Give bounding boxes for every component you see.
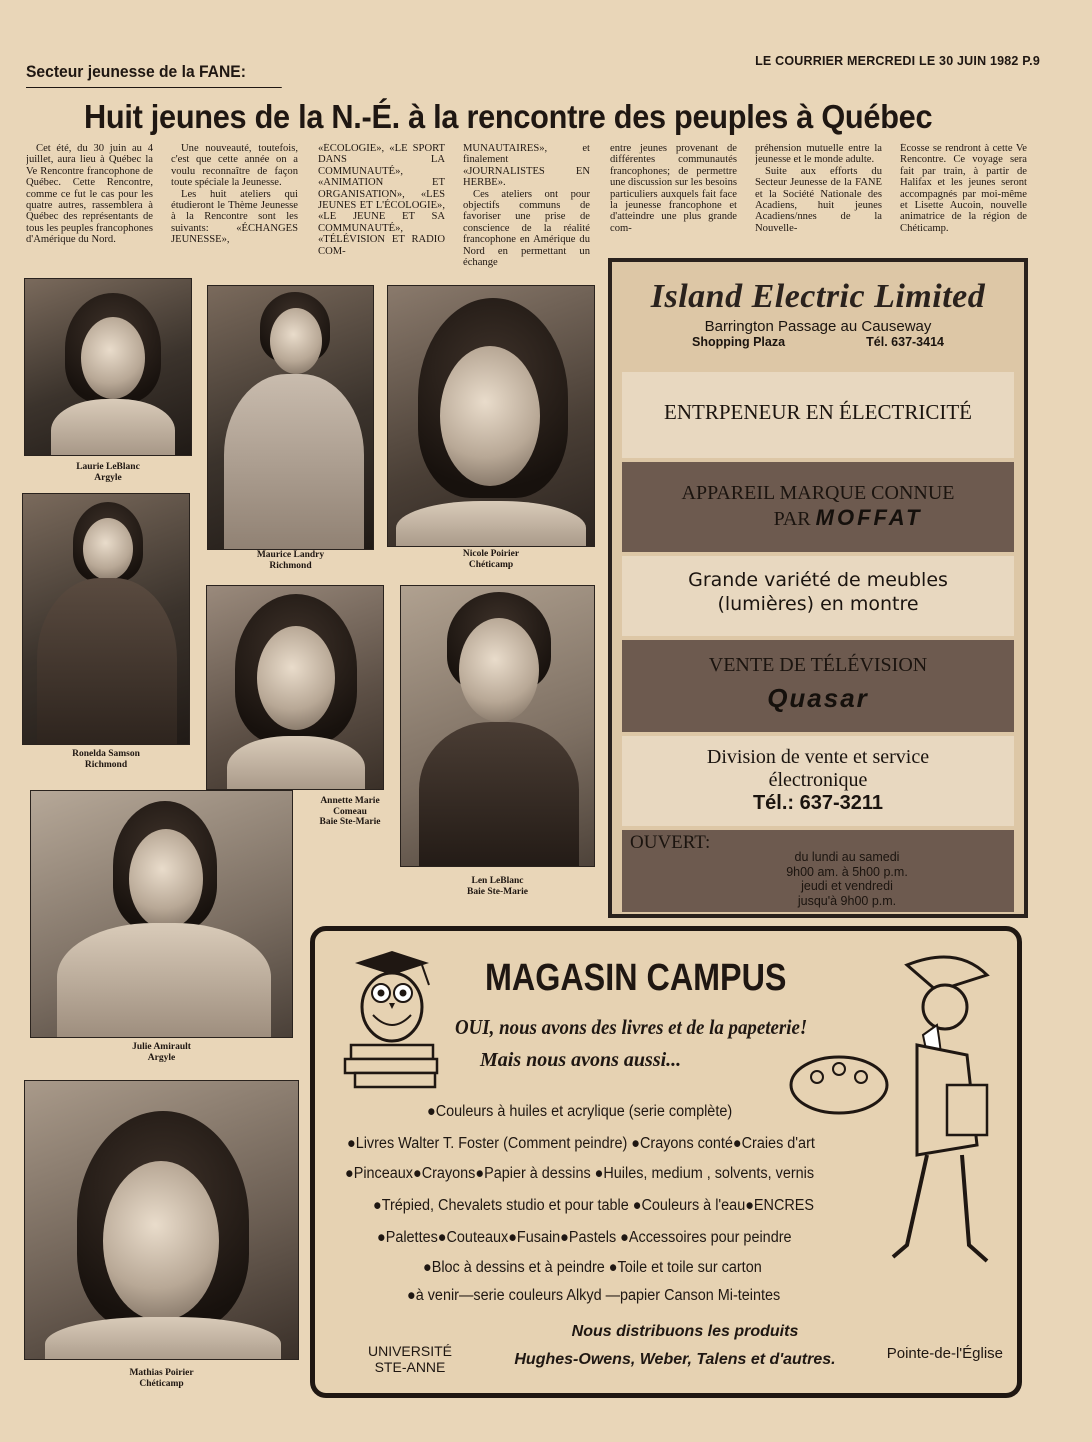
article-paragraph: «ÉCOLOGIE», «LE SPORT DANS LA COMMUNAUTÉ», «ANIMATION ET ORGANISATION», «LES JEUNES ET L'ÉCOLOGIE», «LE JEUNE ET SA COMMUNAUTÉ», «TÉLÉVISION ET RADIO COM- xyxy=(318,143,445,257)
island-electric-ad xyxy=(608,258,1028,918)
portrait-photo xyxy=(206,585,384,790)
article-paragraph: Cet été, du 30 juin au 4 juillet, aura lieu à Québec la Ve Rencontre francophone de Québec. Cette Rencontre, comme ce fut le cas pour les quatre autres, rassemblera à Québec des représentants de tous les peuples francophones d'Amérique du Nord. xyxy=(26,143,153,246)
owl-on-books-icon xyxy=(337,945,447,1095)
article-column-7 xyxy=(900,143,1027,261)
article-paragraph: Les huit ateliers qui étudieront le Thème Jeunesse à la Rencontre sont les suivants: «ÉCHANGES JEUNESSE», xyxy=(171,188,298,246)
portrait-photo xyxy=(24,1080,299,1360)
brand-name: Island Electric Limited xyxy=(650,278,986,315)
article-column-1 xyxy=(26,143,153,273)
band-television: VENTE DE TÉLÉVISION Quasar xyxy=(622,640,1014,732)
portrait-photo xyxy=(22,493,190,745)
painter-illustration-icon xyxy=(787,945,1009,1275)
product-line: ●Bloc à dessins et à peindre ●Toile et toile sur carton xyxy=(423,1259,762,1276)
article-column-3 xyxy=(318,143,445,273)
article-paragraph: Écosse se rendront à cette Ve Rencontre. Ce voyage sera fait par train, à partir de Halifax et les jeunes seront accompagnés par moi-même et Lisette Aucoin, nouvelle animatrice de la région de Chéticamp. xyxy=(900,143,1027,234)
article-paragraph: Suite aux efforts du Secteur Jeunesse de la FANE et la Société Nationale des Acadiens, huit jeunes Acadiens/nnes de la Nouvelle- xyxy=(755,165,882,234)
product-line: ●Livres Walter T. Foster (Comment peindre) ●Crayons conté●Craies d'art xyxy=(347,1135,815,1152)
photo-caption: Julie Amirault Argyle xyxy=(132,1042,191,1063)
section-label: Secteur jeunesse de la FANE: xyxy=(26,62,282,88)
newspaper-date-line: LE COURRIER MERCREDI LE 30 JUIN 1982 P.9 xyxy=(755,54,1040,68)
product-line: ●Couleurs à huiles et acrylique (serie complète) xyxy=(427,1103,733,1120)
photo-caption: Ronelda Samson Richmond xyxy=(72,749,140,770)
product-line: ●Pinceaux●Crayons●Papier à dessins ●Huiles, medium , solvents, vernis xyxy=(345,1165,815,1182)
campus-tagline-2: Mais nous avons aussi... xyxy=(480,1049,682,1071)
university-name: UNIVERSITÉ STE-ANNE xyxy=(367,1343,452,1375)
ad-header xyxy=(622,278,1014,368)
headline: Huit jeunes de la N.-É. à la rencontre des peuples à Québec xyxy=(84,98,933,135)
band-service: Division de vente et service électronique Tél.: 637-3211 xyxy=(622,736,1014,826)
plaza-line: Shopping Plaza Tél. 637-3414 xyxy=(692,335,944,349)
portrait-photo xyxy=(400,585,595,867)
campus-tagline: OUI, nous avons des livres et de la papeterie! xyxy=(455,1015,808,1039)
hours-text: du lundi au samedi 9h00 am. à 5h00 p.m. jeudi et vendredi jusqu'à 9h00 p.m. xyxy=(786,850,908,908)
band-furniture: Grande variété de meubles (lumières) en montre xyxy=(622,556,1014,636)
article-column-4 xyxy=(463,143,590,273)
photo-caption: Mathias Poirier Chéticamp xyxy=(129,1368,194,1389)
article-column-5 xyxy=(610,143,737,261)
band-hours xyxy=(622,830,1014,912)
band-contractor: ENTRPENEUR EN ÉLECTRICITÉ xyxy=(622,372,1014,458)
location-name: Pointe-de-l'Église xyxy=(886,1345,1003,1362)
product-line: ●Palettes●Couteaux●Fusain●Pastels ●Accessoires pour peindre xyxy=(377,1229,792,1246)
article-column-6 xyxy=(755,143,882,261)
photo-caption: Laurie LeBlanc Argyle xyxy=(76,462,140,483)
product-line: ●à venir—serie couleurs Alkyd —papier Canson Mi-teintes xyxy=(407,1287,781,1304)
photo-caption: Len LeBlanc Baie Ste-Marie xyxy=(467,876,528,897)
campus-title: MAGASIN CAMPUS xyxy=(485,957,787,999)
portrait-photo xyxy=(207,285,374,550)
portrait-photo xyxy=(387,285,595,547)
article-paragraph: entre jeunes provenant de différentes communautés francophones; de permettre une discussion sur les besoins particuliers auxquels fait face la jeunesse francophone et d'atteindre une plus grande com- xyxy=(610,143,737,234)
article-paragraph: MUNAUTAIRES», et finalement «JOURNALISTES EN HERBE». xyxy=(463,143,590,189)
photo-caption: Annette Marie Comeau Baie Ste-Marie xyxy=(319,796,381,827)
magasin-campus-ad xyxy=(310,926,1022,1398)
distribution-brands: Hughes-Owens, Weber, Talens et d'autres. xyxy=(514,1351,836,1368)
article-paragraph: préhension mutuelle entre la jeunesse et le monde adulte. xyxy=(755,143,882,166)
article-paragraph: Ces ateliers ont pour objectifs communs de favoriser une prise de conscience de la réalité francophone en Amérique du Nord en permettant un échange xyxy=(463,188,590,269)
band-appliance: APPAREIL MARQUE CONNUE PAR MOFFAT xyxy=(622,462,1014,552)
portrait-photo xyxy=(30,790,293,1038)
article-paragraph: Une nouveauté, toutefois, c'est que cette année on a voulu reconnaître de façon toute spéciale la Jeunesse. xyxy=(171,143,298,189)
portrait-photo xyxy=(24,278,192,456)
photo-caption: Nicole Poirier Chéticamp xyxy=(462,549,520,570)
product-line: ●Trépied, Chevalets studio et pour table ●Couleurs à l'eau●ENCRES xyxy=(373,1197,814,1214)
moffat-logo: MOFFAT xyxy=(815,505,923,530)
service-phone: Tél.: 637-3211 xyxy=(752,792,884,814)
open-label: OUVERT: xyxy=(630,832,711,853)
location-text: Barrington Passage au Causeway xyxy=(704,318,932,335)
distribution-note: Nous distribuons les produits xyxy=(571,1323,799,1340)
photo-caption: Maurice Landry Richmond xyxy=(256,550,325,571)
quasar-logo: Quasar xyxy=(767,683,869,713)
article-column-2 xyxy=(171,143,298,273)
